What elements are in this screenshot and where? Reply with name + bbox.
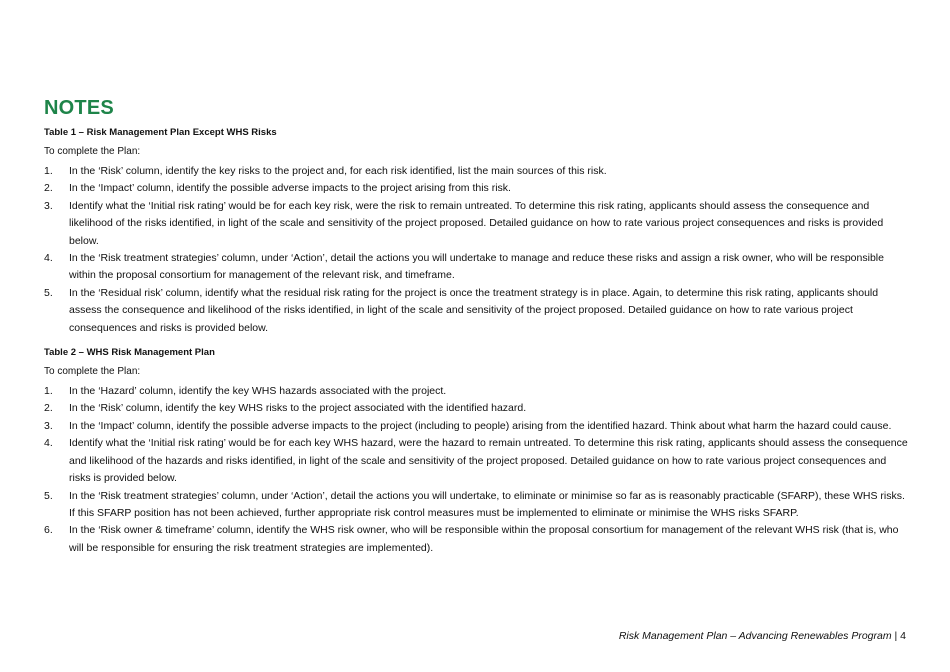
list-item-text: In the ‘Hazard’ column, identify the key WHS hazards associated with the project. <box>69 385 447 398</box>
list-item <box>44 522 910 557</box>
table2-intro: To complete the Plan: <box>44 366 141 378</box>
list-item-text: In the ‘Risk treatment strategies’ column, under ‘Action’, detail the actions you will undertake, to eliminate or minimise so far as is reasonably practicable (SFARP), these WHS risks. If this SFARP position has not been achieved, further appropriate risk control measures must be implemented to eliminate or minimise the WHS risks SFARP. <box>69 489 905 519</box>
list-item <box>44 250 910 285</box>
list-item-number: 3. <box>44 199 53 212</box>
list-item <box>44 163 910 180</box>
footer-separator: | <box>891 630 901 642</box>
list-item-text: In the ‘Risk treatment strategies’ column, under ‘Action’, detail the actions you will undertake to manage and reduce these risks and assign a risk owner, who will be responsible within the proposal consortium for management of the relevant risk, and timeframe. <box>69 252 884 282</box>
list-item <box>44 435 910 487</box>
list-item-text: In the ‘Risk’ column, identify the key risks to the project and, for each risk identified, list the main sources of this risk. <box>69 165 607 177</box>
list-item-text: In the ‘Residual risk’ column, identify what the residual risk rating for the project is once the treatment strategy is in place. Again, to determine this risk rating, applicants should assess the consequence and likelihood of the risks identified, in light of the scale and sensitivity of the project proposed. Detailed guidance on how to rate various project consequences and risks is provided below. <box>69 286 879 334</box>
list-item-number: 2. <box>44 182 53 195</box>
list-item-number: 2. <box>44 402 53 415</box>
notes-section <box>44 96 910 557</box>
table1-heading: Table 1 – Risk Management Plan Except WHS Risks <box>44 127 277 138</box>
list-item <box>44 418 910 435</box>
list-item-text: In the ‘Impact’ column, identify the possible adverse impacts to the project arising from this risk. <box>69 182 511 195</box>
list-item <box>44 198 910 250</box>
list-item-text: Identify what the ‘Initial risk rating’ would be for each key WHS hazard, were the hazard to remain untreated. To determine this risk rating, applicants should assess the consequence and likelihood of the hazards and risks identified, in light of the scale and sensitivity of the project proposed. Detailed guidance on how to rate various project consequences and risks is provided below. <box>69 437 908 485</box>
table1-intro: To complete the Plan: <box>44 146 141 157</box>
table2-heading: Table 2 – WHS Risk Management Plan <box>44 347 215 359</box>
list-item-number: 1. <box>44 165 53 177</box>
list-item <box>44 383 910 400</box>
list-item-number: 1. <box>44 385 53 398</box>
list-item <box>44 488 910 523</box>
notes-heading: NOTES <box>44 97 114 119</box>
list-item <box>44 400 910 417</box>
list-item-text: In the ‘Risk owner & timeframe’ column, identify the WHS risk owner, who will be responsible within the proposal consortium for management of the relevant WHS risk (that is, who will be responsible for ensuring the risk treatment strategies are implemented). <box>69 524 899 554</box>
list-item-number: 4. <box>44 437 53 450</box>
list-item-text: In the ‘Impact’ column, identify the possible adverse impacts to the project (including to people) arising from the identified hazard. Think about what harm the hazard could cause. <box>69 419 892 432</box>
list-item-text: Identify what the ‘Initial risk rating’ would be for each key risk, were the risk to remain untreated. To determine this risk rating, applicants should assess the consequence and likelihood of the risks identified, in light of the scale and sensitivity of the project proposed. Detailed guidance on how to rate various project consequences and risks is provided below. <box>69 199 884 247</box>
footer-document-title: Risk Management Plan – Advancing Renewables Program <box>618 630 892 642</box>
page-number: 4 <box>900 630 906 642</box>
page-footer <box>619 629 906 643</box>
list-item <box>44 285 910 337</box>
list-item-number: 3. <box>44 419 53 432</box>
list-item-number: 5. <box>44 489 53 502</box>
list-item <box>44 180 910 197</box>
list-item-number: 4. <box>44 252 53 265</box>
list-item-number: 5. <box>44 286 53 299</box>
list-item-number: 6. <box>44 524 53 537</box>
list-item-text: In the ‘Risk’ column, identify the key WHS risks to the project associated with the identified hazard. <box>69 402 527 415</box>
table1-steps-list <box>44 163 910 337</box>
table2-steps-list <box>44 383 910 557</box>
